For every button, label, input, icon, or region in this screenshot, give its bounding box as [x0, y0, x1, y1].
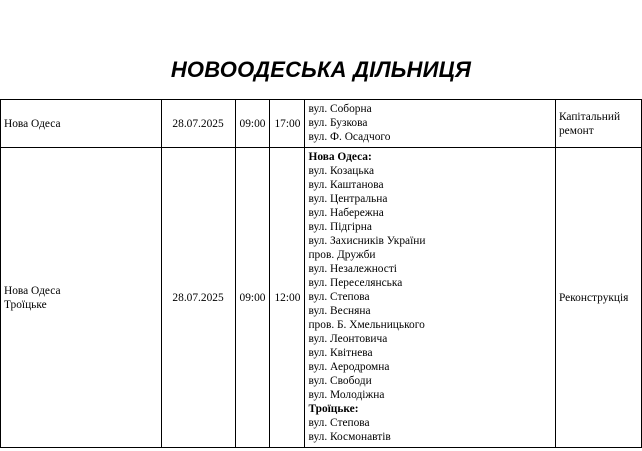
table-row: [1, 148, 642, 448]
streets-cell: [305, 100, 556, 148]
street-item: вул. Соборна: [308, 103, 372, 115]
reason-text: Капітальний: [558, 110, 621, 123]
street-item: вул. Весняна: [308, 305, 371, 317]
street-item: вул. Квітнева: [308, 347, 373, 359]
street-item: вул. Незалежності: [308, 263, 397, 275]
settlement-heading: Нова Одеса:: [308, 151, 372, 163]
street-item: вул. Степова: [308, 417, 370, 429]
start-time-cell: 09:00: [235, 148, 270, 448]
date-cell: 28.07.2025: [161, 100, 235, 148]
street-item: вул. Ф. Осадчого: [308, 131, 391, 143]
street-item: пров. Дружби: [308, 249, 376, 261]
table-row: [1, 100, 642, 148]
reason-text: Реконструкція: [558, 291, 629, 304]
end-time-cell: 17:00: [270, 100, 305, 148]
reason-text: ремонт: [558, 124, 594, 137]
street-item: вул. Свободи: [308, 375, 372, 387]
outage-table: [0, 99, 642, 448]
street-item: пров. Б. Хмельницького: [308, 319, 425, 331]
settlement-name: Нова Одеса: [4, 284, 61, 297]
settlement-heading: Троїцьке:: [308, 403, 359, 415]
street-item: вул. Центральна: [308, 193, 388, 205]
street-item: вул. Набережна: [308, 207, 384, 219]
page-title: НОВООДЕСЬКА ДІЛЬНИЦЯ: [170, 57, 472, 82]
settlement-cell: [1, 100, 162, 148]
settlement-cell: [1, 148, 162, 448]
street-item: вул. Космонавтів: [308, 431, 391, 443]
street-item: вул. Бузкова: [308, 117, 368, 129]
streets-cell: [305, 148, 556, 448]
street-item: вул. Захисників України: [308, 235, 426, 247]
street-item: вул. Підгірна: [308, 221, 372, 233]
start-time-cell: 09:00: [235, 100, 270, 148]
date-cell: 28.07.2025: [161, 148, 235, 448]
settlement-name: Нова Одеса: [4, 117, 61, 130]
street-item: вул. Переселянська: [308, 277, 403, 289]
street-item: вул. Степова: [308, 291, 370, 303]
street-item: вул. Каштанова: [308, 179, 384, 191]
street-item: вул. Аеродромна: [308, 361, 390, 373]
reason-cell: [555, 100, 641, 148]
street-item: вул. Молодіжна: [308, 389, 385, 401]
end-time-cell: 12:00: [270, 148, 305, 448]
settlement-name: Троїцьке: [4, 298, 47, 311]
reason-cell: [555, 148, 641, 448]
street-item: вул. Козацька: [308, 165, 375, 177]
street-item: вул. Леонтовича: [308, 333, 388, 345]
